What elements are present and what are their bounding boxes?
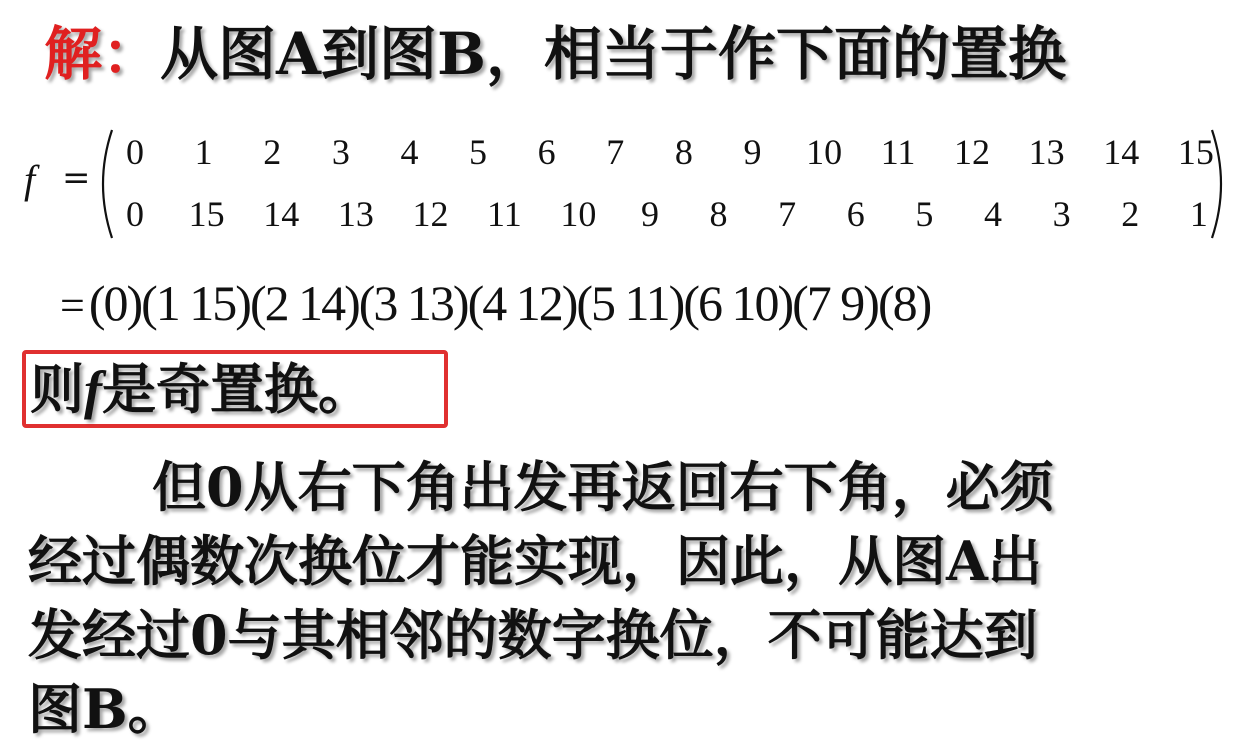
permutation-cell: 6	[537, 132, 556, 172]
permutation-name: f	[24, 157, 36, 202]
solution-label: 解：	[44, 20, 161, 88]
paragraph-line: 图B。	[28, 677, 182, 741]
conclusion-variable: f	[84, 360, 102, 420]
paragraph-line: 发经过0与其相邻的数字换位，不可能达到	[28, 603, 1038, 667]
permutation-cell: 4	[983, 194, 1002, 234]
permutation-cell: 5	[469, 132, 488, 172]
permutation-cell: 7	[606, 132, 625, 172]
permutation-cell: 15	[1177, 132, 1214, 172]
permutation-cell: 10	[560, 194, 597, 234]
title-line	[44, 14, 1066, 94]
cycle: (4 12)	[467, 275, 577, 331]
permutation-cell: 3	[331, 132, 350, 172]
permutation-cell: 4	[400, 132, 419, 172]
cycle: (1 15)	[141, 275, 250, 331]
permutation-matrix	[18, 124, 1233, 242]
permutation-cell: 2	[263, 132, 282, 172]
paragraph-line: 经过偶数次换位才能实现，因此，从图A出	[28, 529, 1042, 593]
permutation-cell: 9	[640, 194, 659, 234]
cycle: (0)	[88, 275, 142, 331]
permutation-bottom-row	[120, 192, 1214, 236]
permutation-cell: 15	[188, 194, 225, 234]
permutation-cell: 3	[1052, 194, 1071, 234]
permutation-equals: =	[62, 158, 91, 198]
permutation-cell: 5	[915, 194, 934, 234]
permutation-cell: 2	[1121, 194, 1140, 234]
permutation-cell: 13	[337, 194, 374, 234]
permutation-cell: 12	[412, 194, 449, 234]
cycle: (3 13)	[358, 275, 468, 331]
permutation-cell: 9	[743, 132, 762, 172]
permutation-cell: 11	[487, 194, 522, 234]
permutation-cell: 13	[1028, 132, 1065, 172]
permutation-cell: 10	[806, 132, 843, 172]
permutation-cell: 0	[126, 194, 144, 234]
permutation-cell: 7	[778, 194, 797, 234]
permutation-top-row	[120, 130, 1214, 174]
cycle: (5 11)	[576, 275, 684, 331]
cycle-list	[89, 275, 930, 331]
permutation-cell: 11	[880, 132, 916, 172]
left-paren-icon	[92, 128, 116, 240]
permutation-cell: 14	[263, 194, 300, 234]
title-text: 从图A到图B，相当于作下面的置换	[160, 20, 1067, 88]
permutation-cell: 1	[194, 132, 213, 172]
permutation-cell: 8	[709, 194, 728, 234]
cycle: (7 9)	[792, 275, 878, 331]
cycle: (8)	[877, 275, 931, 331]
explanation-paragraph	[28, 450, 1228, 746]
permutation-cell: 12	[953, 132, 990, 172]
permutation-cell: 0	[126, 132, 144, 172]
right-paren-icon	[1208, 128, 1232, 240]
cycle: (2 14)	[249, 275, 359, 331]
conclusion-suffix: 是奇置换。	[101, 357, 372, 421]
cycle-equals: =	[60, 281, 85, 330]
permutation-cell: 1	[1189, 194, 1208, 234]
permutation-cell: 8	[674, 132, 693, 172]
permutation-cell: 14	[1103, 132, 1140, 172]
permutation-cell: 6	[846, 194, 865, 234]
cycle: (6 10)	[683, 275, 793, 331]
conclusion-prefix: 则	[30, 357, 84, 421]
paragraph-line: 但0从右下角出发再返回右下角，必须	[152, 455, 1054, 519]
conclusion	[30, 352, 372, 426]
cycle-decomposition	[60, 268, 930, 338]
